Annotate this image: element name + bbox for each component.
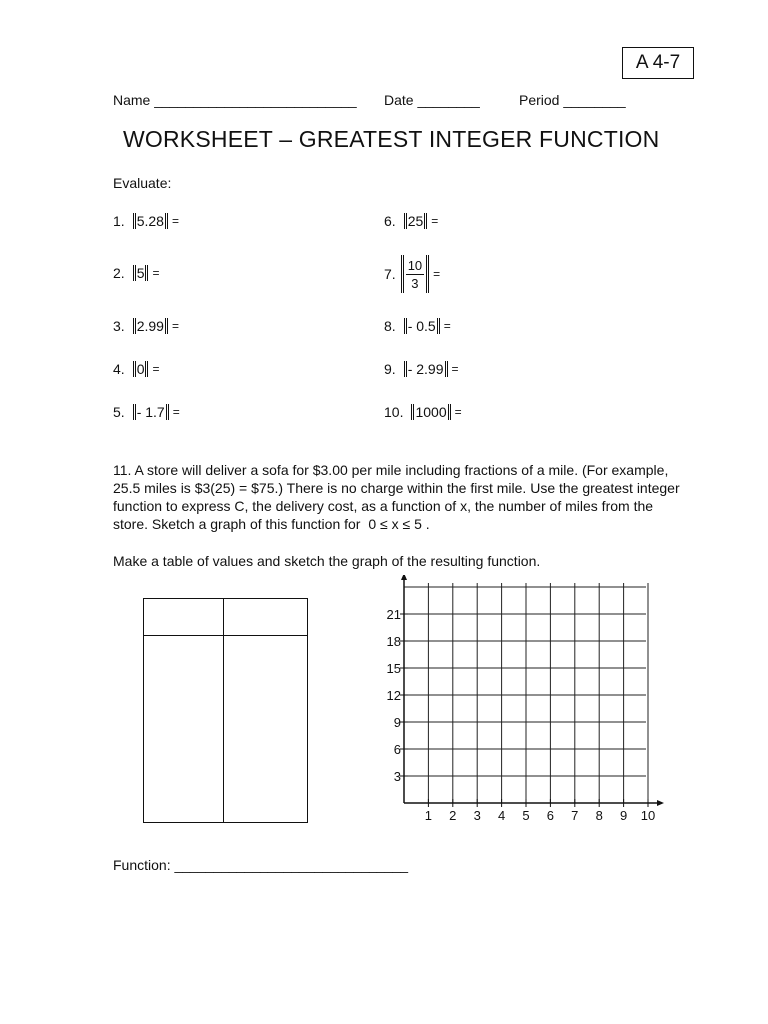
- problem-4: [113, 359, 160, 379]
- problem-number: 3.: [113, 318, 125, 334]
- worksheet-title: WORKSHEET – GREATEST INTEGER FUNCTION: [123, 126, 660, 152]
- x-tick-label: 9: [619, 808, 628, 823]
- floor-value: 25: [407, 213, 424, 229]
- equals-sign: =: [451, 362, 459, 376]
- problem-2: [113, 263, 160, 283]
- table-column-divider: [223, 599, 224, 822]
- floor-expression: [410, 404, 451, 420]
- problem-6: [384, 211, 438, 231]
- x-tick-label: 2: [449, 808, 457, 823]
- table-header-divider: [144, 635, 307, 636]
- problem-11-body: 11. A store will deliver a sofa for $3.00 per mile including fractions of a mile. (For example, 25.5 miles is $3(25) = $75.) There is no charge within the first mile. Use the greatest integer function to express C, the delivery cost, as a function of x, the number of miles from the store. Sketch a graph of this function for: [113, 462, 680, 532]
- grid-lines: [404, 583, 648, 803]
- worksheet-code: A 4-7: [635, 52, 681, 73]
- x-axis-arrow: [657, 800, 664, 806]
- x-tick-label: 8: [595, 808, 603, 823]
- problem-11-domain: 0 ≤ x ≤ 5 .: [368, 516, 430, 532]
- x-tick-label: 4: [497, 808, 506, 823]
- problem-5: [113, 402, 180, 422]
- date-field: Date ________: [384, 92, 480, 108]
- problem-1: [113, 211, 179, 231]
- y-tick-label: 15: [386, 661, 401, 676]
- floor-value: 5: [136, 265, 145, 281]
- y-tick-label: 6: [393, 742, 401, 757]
- floor-value: 5.28: [136, 213, 164, 229]
- evaluate-instruction: Evaluate:: [113, 175, 172, 191]
- x-tick-label: 1: [424, 808, 433, 823]
- axes: [401, 575, 664, 806]
- floor-expression: [403, 213, 429, 229]
- graph-grid: [370, 575, 680, 830]
- x-tick-label: 5: [522, 808, 530, 823]
- floor-value: 0: [136, 361, 145, 377]
- y-tick-label: 12: [386, 688, 401, 703]
- problem-number: 6.: [384, 213, 396, 229]
- problem-8: [384, 316, 451, 336]
- y-tick-label: 9: [393, 715, 401, 730]
- values-table: [143, 598, 308, 823]
- x-tick-label: 7: [571, 808, 579, 823]
- floor-value: 1000: [415, 404, 447, 420]
- problem-3: [113, 316, 179, 336]
- equals-sign: =: [152, 362, 160, 376]
- fraction-denominator: 3: [411, 275, 419, 291]
- floor-expression: [132, 361, 150, 377]
- problem-number: 1.: [113, 213, 125, 229]
- floor-value: - 1.7: [136, 404, 165, 420]
- floor-expression: [132, 404, 170, 420]
- table-header-y[interactable]: [224, 599, 307, 635]
- equals-sign: =: [431, 214, 439, 228]
- equals-sign: =: [454, 405, 462, 419]
- fraction: [406, 257, 424, 292]
- y-tick-labels: [387, 607, 408, 784]
- equals-sign: =: [433, 267, 441, 281]
- problem-number: 2.: [113, 265, 125, 281]
- problem-number: 8.: [384, 318, 396, 334]
- worksheet-code-box: [622, 47, 694, 79]
- equals-sign: =: [171, 214, 179, 228]
- floor-value: - 2.99: [407, 361, 444, 377]
- floor-expression: [403, 318, 441, 334]
- problem-number: 5.: [113, 404, 125, 420]
- y-tick-label: 3: [393, 769, 401, 784]
- floor-value: - 0.5: [407, 318, 436, 334]
- x-tick-label: 6: [546, 808, 555, 823]
- y-tick-label: 18: [386, 634, 401, 649]
- equals-sign: =: [172, 405, 180, 419]
- table-header-x[interactable]: [144, 599, 223, 635]
- y-axis-arrow: [401, 575, 407, 580]
- fraction-numerator: 10: [407, 257, 423, 273]
- equals-sign: =: [171, 319, 179, 333]
- y-tick-label: 21: [386, 607, 401, 622]
- x-tick-label: 10: [640, 808, 656, 823]
- table-instruction: Make a table of values and sketch the graph of the resulting function.: [113, 553, 541, 569]
- function-answer-line: Function: ______________________________: [113, 857, 409, 873]
- x-tick-label: 3: [473, 808, 481, 823]
- name-field: Name __________________________: [113, 92, 357, 108]
- floor-expression: [132, 265, 150, 281]
- equals-sign: =: [152, 266, 160, 280]
- floor-expression: [132, 318, 169, 334]
- period-field: Period ________: [519, 92, 626, 108]
- problem-number: 4.: [113, 361, 125, 377]
- equals-sign: =: [443, 319, 451, 333]
- problem-11-text: [113, 461, 683, 533]
- problem-9: [384, 359, 459, 379]
- problem-10: [384, 402, 462, 422]
- problem-number: 7.: [384, 266, 396, 282]
- problem-number: 9.: [384, 361, 396, 377]
- floor-expression: [132, 213, 169, 229]
- floor-expression: [403, 361, 449, 377]
- floor-value: 2.99: [136, 318, 164, 334]
- problem-number: 10.: [384, 404, 404, 420]
- problem-7: [384, 254, 440, 294]
- floor-expression: [400, 255, 430, 293]
